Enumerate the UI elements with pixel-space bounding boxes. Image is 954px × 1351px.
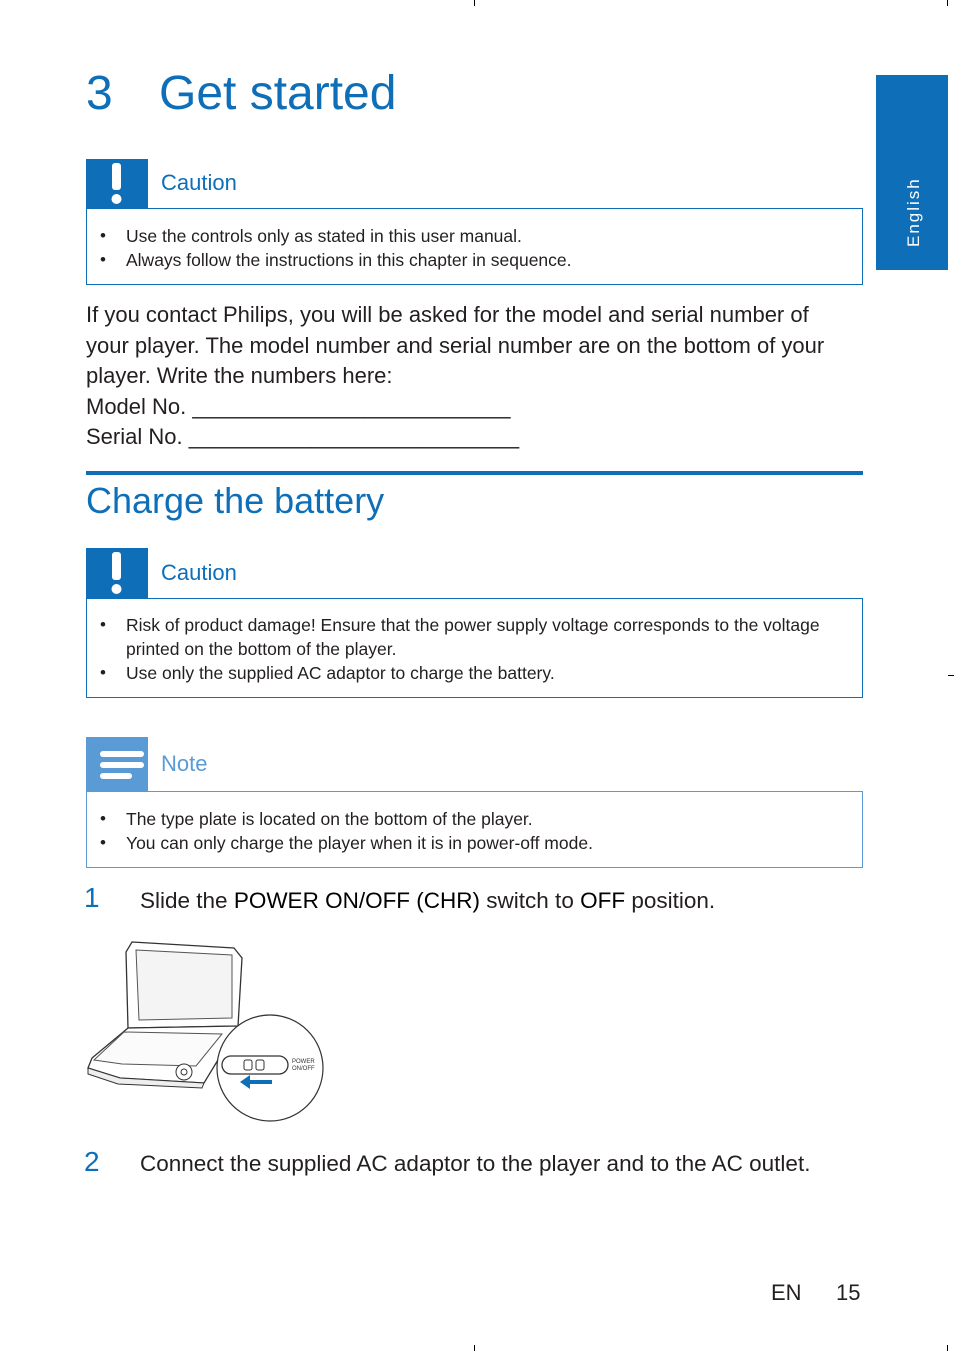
chapter-title: Get started <box>159 67 397 120</box>
footer-language: EN <box>771 1280 802 1305</box>
note-heading: Note <box>161 751 208 776</box>
note-icon <box>86 737 148 792</box>
player-illustration <box>84 938 329 1126</box>
step-number: 1 <box>84 882 100 913</box>
caution-heading: Caution <box>161 560 237 585</box>
caution-icon <box>86 548 148 599</box>
list-item: • Always follow the instructions in this chapter in sequence. <box>100 250 572 270</box>
note-box <box>86 791 863 868</box>
intro-line: If you contact Philips, you will be asked for the model and serial number of <box>86 302 809 327</box>
language-tab-label: English <box>904 177 923 247</box>
intro-line: player. Write the numbers here: <box>86 363 393 388</box>
caution-box <box>86 598 863 698</box>
switch-label: ON/OFF <box>292 1066 315 1072</box>
crop-mark-top <box>474 0 475 6</box>
caution-icon <box>86 159 148 209</box>
section-title: Charge the battery <box>86 480 385 521</box>
crop-mark-bottom <box>474 1345 475 1351</box>
switch-label: POWER <box>292 1059 315 1065</box>
list-item: • The type plate is located on the bottom of the player. <box>100 809 533 829</box>
switch-name: POWER ON/OFF (CHR) <box>233 888 481 913</box>
section-divider <box>86 471 863 475</box>
page-number: 15 <box>836 1280 861 1305</box>
list-item: • Risk of product damage! Ensure that the power supply voltage corresponds to the voltage printed on the bottom of the player. <box>100 615 820 659</box>
switch-position: OFF <box>580 888 626 913</box>
crop-mark-bottom-right <box>947 1345 948 1351</box>
chapter-number: 3 <box>86 67 113 120</box>
step-text: Connect the supplied AC adaptor to the player and to the AC outlet. <box>140 1151 811 1176</box>
crop-mark-right <box>948 675 954 676</box>
intro-paragraph <box>86 300 866 453</box>
list-item: • Use the controls only as stated in this user manual. <box>100 226 522 246</box>
model-number-field: Model No. __________________________ <box>86 393 511 419</box>
step-text: Slide the POWER ON/OFF (CHR) switch to OFF position. <box>140 888 716 913</box>
intro-line: your player. The model number and serial number are on the bottom of your <box>86 332 825 358</box>
list-item: • Use only the supplied AC adaptor to charge the battery. <box>100 663 555 683</box>
caution-box <box>86 208 863 285</box>
language-tab <box>876 75 948 270</box>
list-item: • You can only charge the player when it is in power-off mode. <box>100 833 593 853</box>
caution-heading: Caution <box>161 170 237 195</box>
crop-mark-top-right <box>947 0 948 6</box>
serial-number-field: Serial No. ___________________________ <box>86 424 520 449</box>
step-number: 2 <box>84 1146 100 1177</box>
